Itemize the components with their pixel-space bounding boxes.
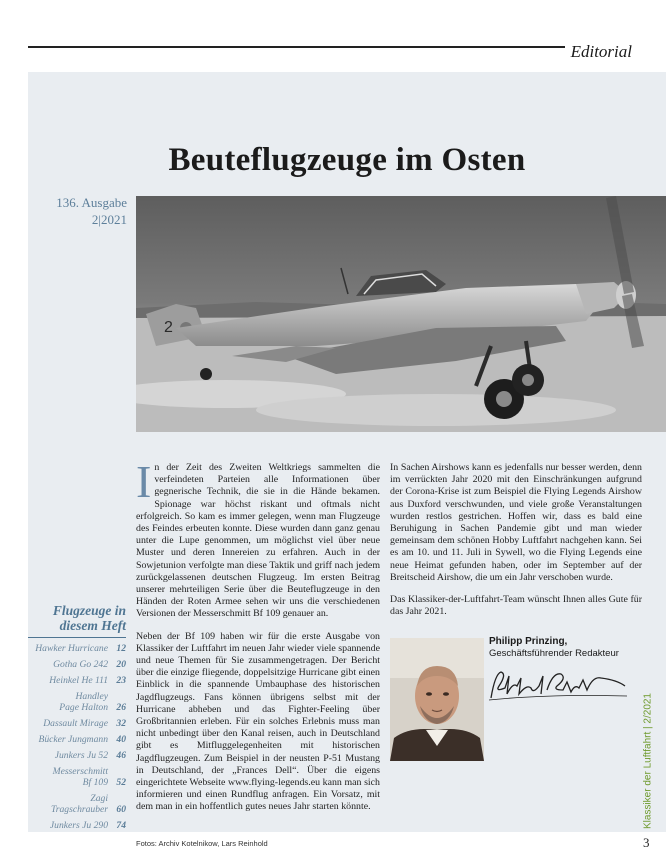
issue-info xyxy=(28,194,127,228)
section-label: Editorial xyxy=(570,42,632,61)
toc-title-line: diesem Heft xyxy=(59,618,126,633)
toc-rule xyxy=(28,637,126,638)
toc-item-name xyxy=(53,766,108,788)
header-rule xyxy=(28,46,565,48)
author-name: Philipp Prinzing, xyxy=(489,636,568,647)
toc-item-name: Bücker Jungmann xyxy=(38,734,108,745)
toc-item xyxy=(28,659,126,670)
toc-item-page: 12 xyxy=(116,643,126,654)
toc-item xyxy=(28,734,126,745)
toc-item-name-line: Handley xyxy=(75,691,108,702)
article-paragraph: Das Klassiker-der-Luftfahrt-Team wünscht Ihnen alles Gute für das Jahr 2021. xyxy=(390,594,642,618)
toc-item xyxy=(28,675,126,686)
toc-item-name: Dassault Mirage xyxy=(43,718,108,729)
toc-item-name-line: Messerschmitt xyxy=(52,766,108,777)
page-number: 3 xyxy=(643,835,650,850)
photo-credits: Fotos: Archiv Kotelnikow, Lars Reinhold xyxy=(136,839,268,848)
issue-number: 136. Ausgabe xyxy=(56,195,127,210)
article-paragraph: In Sachen Airshows kann es jedenfalls nur besser werden, denn im verrückten Jahr 2020 mit den Einschränkungen aufgrund der Corona-Krise ist zum Beispiel die Flying Legends Airshow aus Duxford verschwunden, und viele große Veranstaltungen wurden restlos gestrichen. Hoffen wir, dass es bald eine Beruhigung in Sachen Pandemie gibt und man wieder gemeinsam dem schönen Hobby Luftfahrt nachgehen kann. Sei es am 10. und 11. Juli in Sywell, wo die Flying Legends eine neue Heimat gefunden haben, oder im September auf der Breitscheid Airshow, die um ein Jahr verschoben wurde. xyxy=(390,462,642,583)
toc-item-name-line: Tragschrauber xyxy=(50,804,108,815)
toc-item-name-line: Bf 109 xyxy=(82,777,108,788)
toc-item-page: 20 xyxy=(116,659,126,670)
toc-item-page: 23 xyxy=(116,675,126,686)
toc-item-name-line: Zagi xyxy=(90,793,108,804)
toc-item-name: Junkers Ju 290 xyxy=(49,820,108,831)
toc-item xyxy=(28,691,126,713)
toc-item-name: Junkers Ju 52 xyxy=(54,750,108,761)
hero-photo xyxy=(136,196,666,432)
toc-item-page: 26 xyxy=(116,702,126,713)
toc-item-name xyxy=(51,793,108,815)
toc-item-name-line: Page Halton xyxy=(59,702,108,713)
magazine-issue-vertical xyxy=(642,686,654,836)
author-role: Geschäftsführender Redakteur xyxy=(489,648,619,659)
toc-item xyxy=(28,820,126,831)
drop-cap: I xyxy=(136,456,152,507)
paragraph-text: n der Zeit des Zweiten Weltkriegs sammelten die verfeindeten Parteien alle Informationen über gegnerische Technik, die sie in die Hände bekamen. Spionage war höchst riskant und oftmals nicht erfolgreich. So kam es immer gelegen, wenn man Flugzeuge des Feindes erbeuten konnte. Diese wurden dann ganz genau unter die Lupe genommen, um möglichst viel über neue Muster und deren Innereien zu erfahren. Auch in der Sowjetunion verfolgte man diese Taktik und griff nach jedem zurückgelassenen deutschen Flugzeug. Im ersten Beitrag unserer mehrteiligen Serie über die Beuteflugzeuge in den Händen der Roten Armee sehen wir uns die verschiedenen Versionen der Messerschmitt Bf 109 genauer an. xyxy=(136,462,380,620)
toc-item-name xyxy=(59,691,108,713)
article-column-left xyxy=(136,456,380,824)
article-title: Beuteflugzeuge im Osten xyxy=(168,142,526,178)
toc-item xyxy=(28,750,126,761)
toc-item-page: 32 xyxy=(116,718,126,729)
toc-item xyxy=(28,643,126,654)
author-photo xyxy=(390,638,484,761)
toc-title xyxy=(28,603,126,633)
toc-list xyxy=(28,643,126,836)
toc-title-line: Flugzeuge in xyxy=(52,603,126,618)
toc-item-name: Hawker Hurricane xyxy=(35,643,108,654)
toc-item-page: 40 xyxy=(116,734,126,745)
article-column-right xyxy=(390,462,642,628)
author-signature xyxy=(487,664,629,704)
article-paragraph: Neben der Bf 109 haben wir für die erste Ausgabe von Klassiker der Luftfahrt im neuen Jahr wieder viele spannende und neue Themen für Sie zusammengetragen. Der Bericht über die einzige fliegende, doppelsitzige Hurricane gibt einen Einblick in die spannende Umbauphase des historischen Jagdflugzeugs. Fans können übrigens selbst mit der Hurricane abheben und das Fighter-Feeling über Großbritannien erleben. Für ein solches Erlebnis muss man nicht unbedingt über den Kanal reisen, auch in Deutschland gibt es Mitfluggelegenheiten mit historischen Jagdflugzeugen. Zum Beispiel in der neusten P-51 Mustang in Deutschland, der „Frances Dell“. Über die eigens eingerichtete Webseite www.flying-legends.eu kann man sich informieren und einen Rundflug anfragen. Ein Vorsatz, mit dem man in ein hoffentlich gutes neues Jahr starten könnte. xyxy=(136,630,380,813)
issue-date: 2|2021 xyxy=(91,212,127,227)
toc-item-page: 60 xyxy=(116,804,126,815)
toc-item-page: 74 xyxy=(116,820,126,831)
article-paragraph xyxy=(136,456,380,621)
toc-item-page: 46 xyxy=(116,750,126,761)
toc-item xyxy=(28,793,126,815)
toc-item xyxy=(28,766,126,788)
magazine-issue-text: Klassiker der Luftfahrt | 2/2021 xyxy=(642,692,654,830)
toc-item-name: Gotha Go 242 xyxy=(53,659,108,670)
toc-item xyxy=(28,718,126,729)
toc-item-name: Heinkel He 111 xyxy=(49,675,108,686)
svg-text:2: 2 xyxy=(164,319,173,336)
toc-item-page: 52 xyxy=(116,777,126,788)
